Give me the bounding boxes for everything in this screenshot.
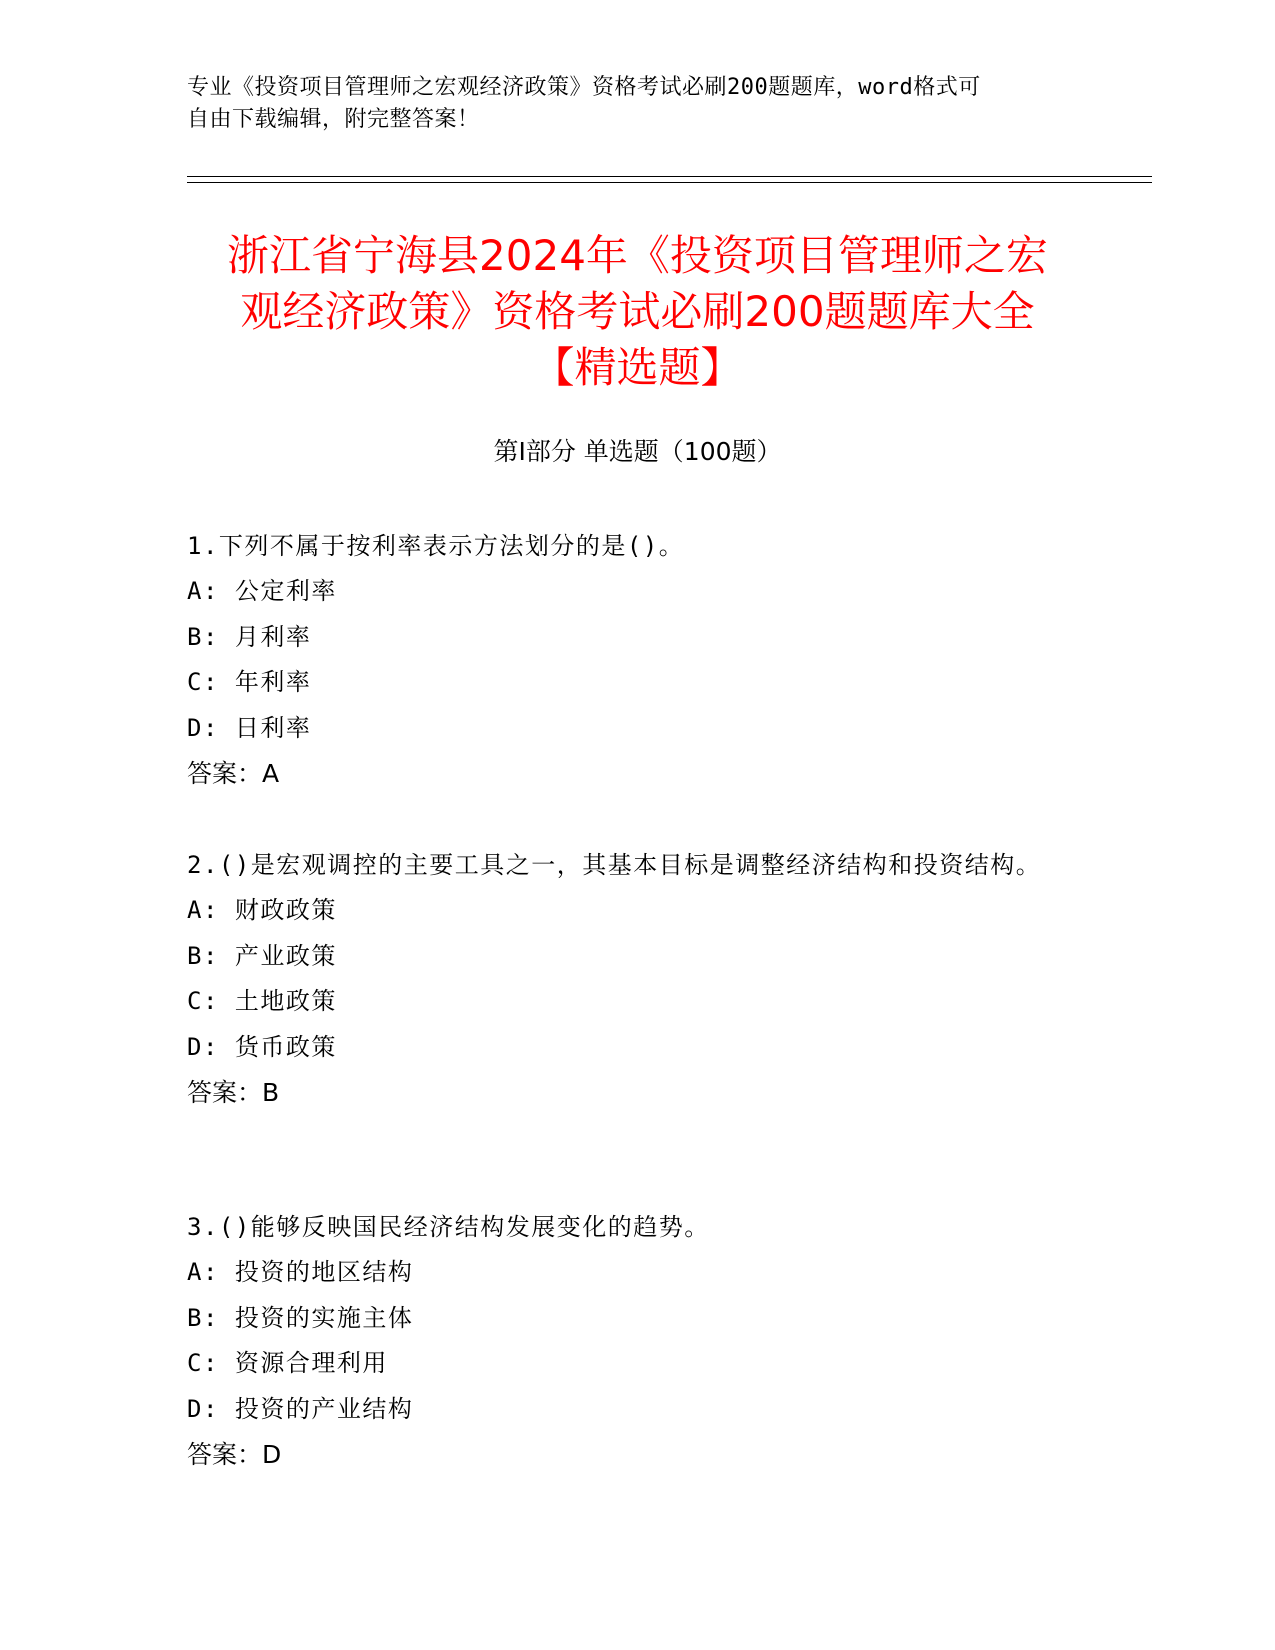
option-c: C: 年利率 (187, 668, 312, 696)
question-1 (187, 523, 1067, 797)
question-stem: 3.()能够反映国民经济结构发展变化的趋势。 (187, 1213, 710, 1241)
option-d: D: 日利率 (187, 713, 312, 742)
option-a: A: 财政政策 (187, 896, 337, 924)
option-b: B: 产业政策 (187, 941, 337, 970)
option-c: C: 土地政策 (187, 987, 337, 1015)
option-a: A: 投资的地区结构 (187, 1258, 414, 1286)
option-c: C: 资源合理利用 (187, 1349, 388, 1377)
header-note (187, 72, 1087, 136)
option-b: B: 投资的实施主体 (187, 1303, 414, 1332)
header-note-line-1: 专业《投资项目管理师之宏观经济政策》资格考试必刷200题题库，word格式可 (187, 75, 981, 100)
document-title (150, 228, 1125, 396)
option-a: A: 公定利率 (187, 577, 337, 605)
answer: 答案：D (187, 1440, 282, 1469)
section-heading: 第Ⅰ部分 单选题（100题） (493, 437, 782, 466)
option-d: D: 货币政策 (187, 1032, 337, 1061)
answer: 答案：A (187, 759, 280, 788)
document-title-line-1: 浙江省宁海县2024年《投资项目管理师之宏 (227, 231, 1048, 280)
question-stem: 2.()是宏观调控的主要工具之一，其基本目标是调整经济结构和投资结构。 (187, 851, 1042, 879)
option-d: D: 投资的产业结构 (187, 1394, 414, 1423)
question-3 (187, 1204, 1067, 1478)
question-2 (187, 842, 1067, 1116)
option-b: B: 月利率 (187, 622, 312, 651)
header-divider-bottom (187, 182, 1152, 183)
header-note-line-2: 自由下载编辑，附完整答案！ (187, 107, 480, 132)
answer: 答案：B (187, 1078, 280, 1107)
document-title-line-3: 【精选题】 (532, 343, 743, 392)
document-title-line-2: 观经济政策》资格考试必刷200题题库大全 (240, 287, 1035, 336)
question-stem: 1.下列不属于按利率表示方法划分的是()。 (187, 532, 685, 560)
header-divider-top (187, 176, 1152, 177)
